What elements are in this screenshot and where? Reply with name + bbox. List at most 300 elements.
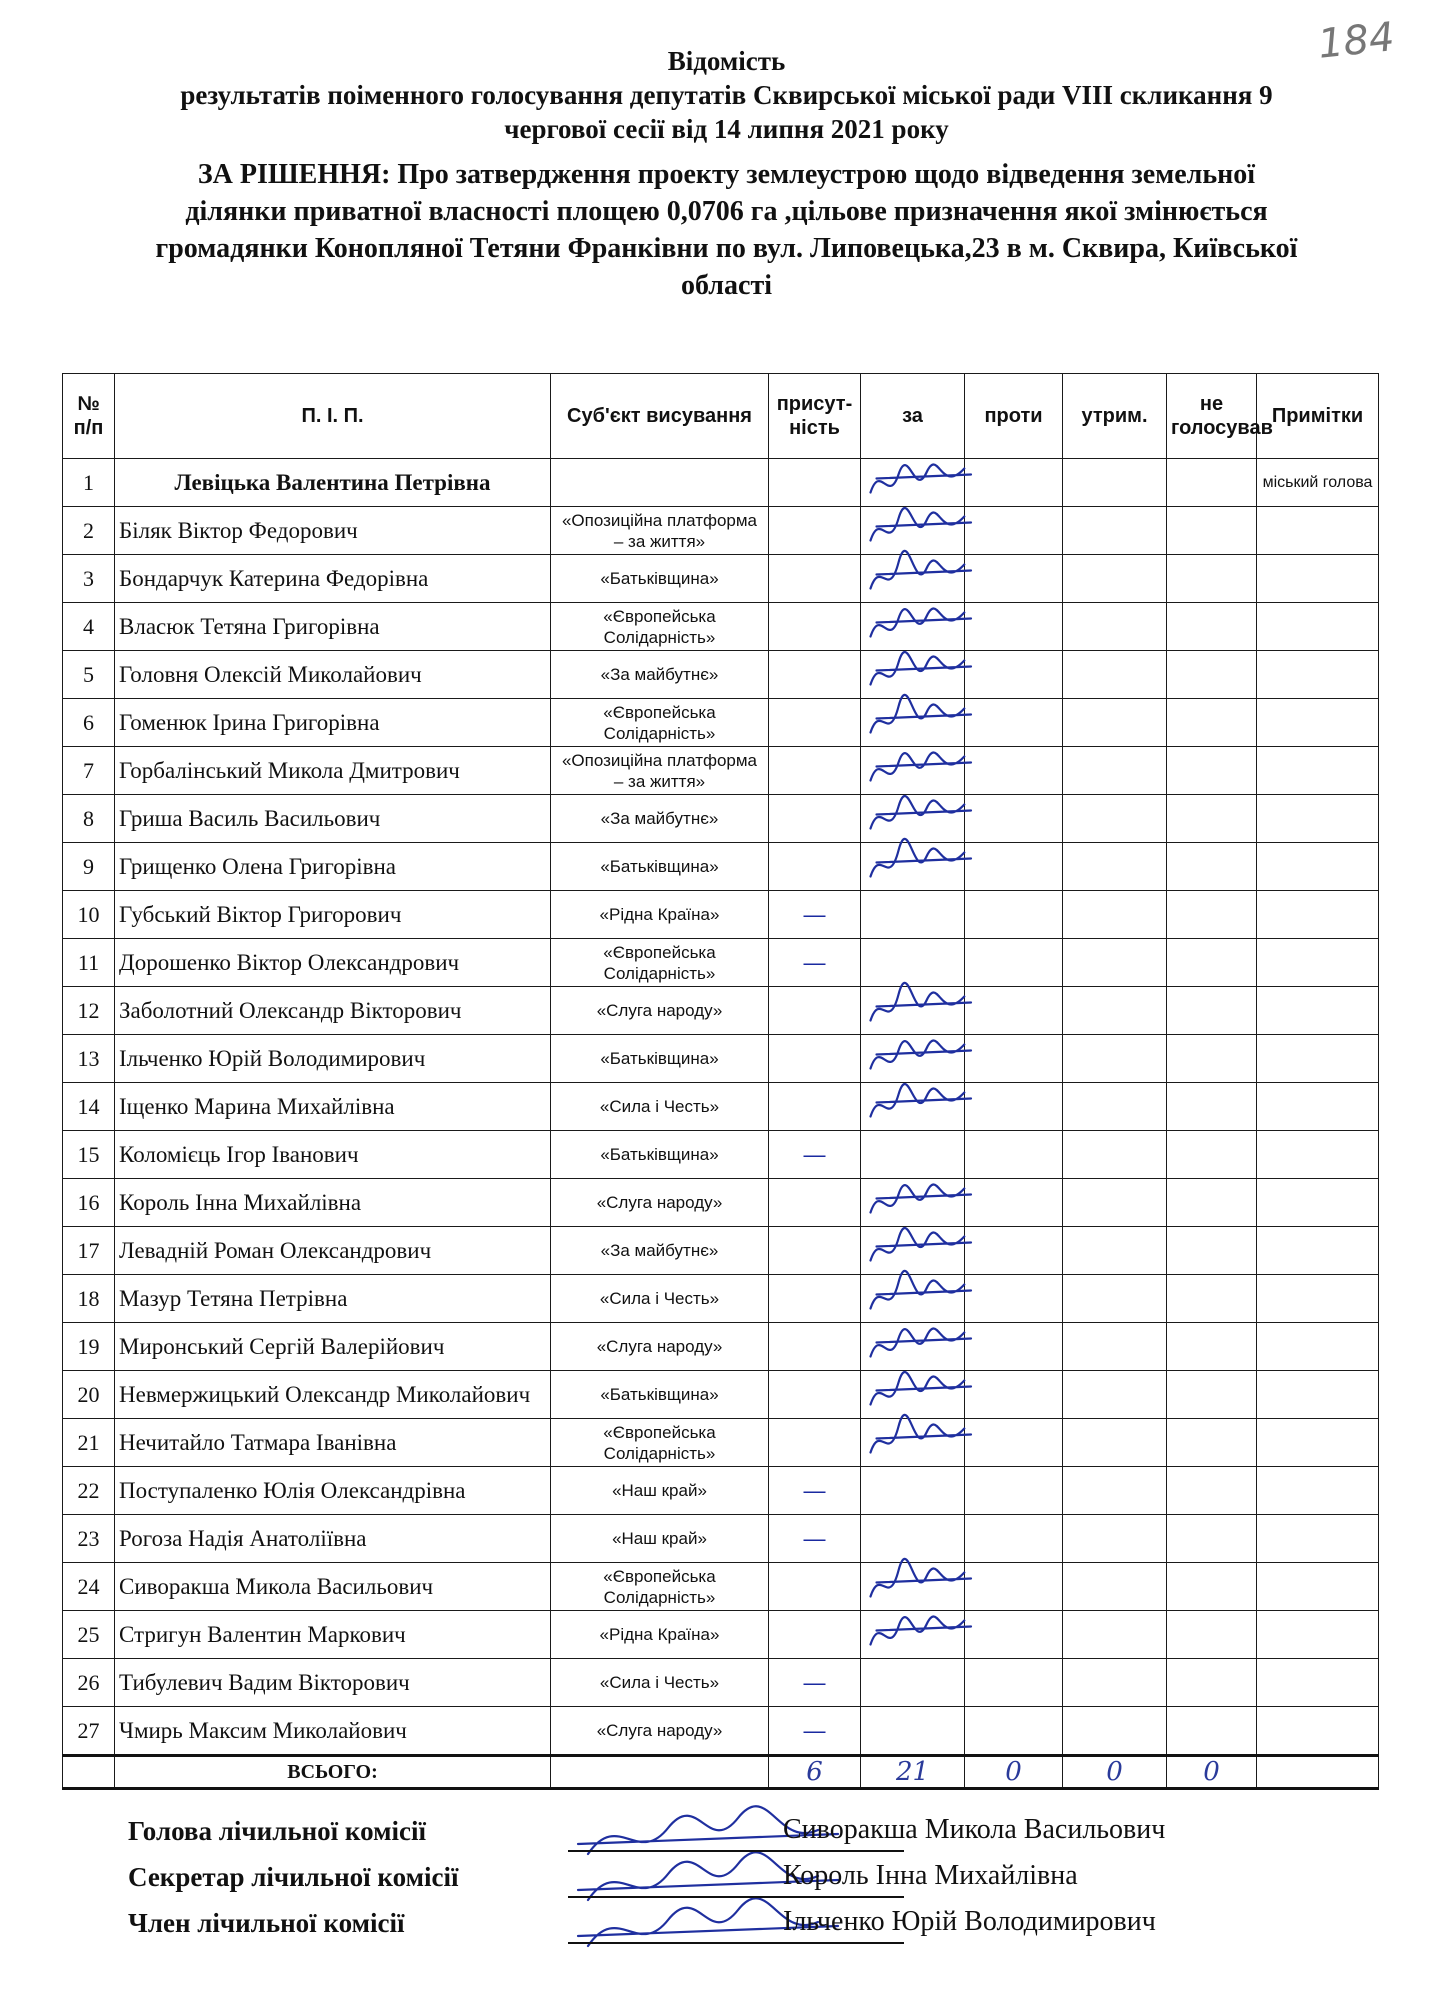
table-row bbox=[63, 603, 1379, 651]
document-title: Відомість bbox=[667, 46, 786, 76]
decision-line-2: ділянки приватної власності площею 0,0706 га ,цільове призначення якої змінюється bbox=[185, 196, 1268, 227]
abstain-cell bbox=[1063, 1515, 1167, 1563]
deputy-name: Тибулевич Вадим Вікторович bbox=[115, 1659, 551, 1707]
nominating-party: «Наш край» bbox=[551, 1515, 769, 1563]
deputy-name: Невмержицький Олександр Миколайович bbox=[115, 1371, 551, 1419]
totals-label: ВСЬОГО: bbox=[115, 1756, 551, 1789]
deputy-name: Коломієць Ігор Іванович bbox=[115, 1131, 551, 1179]
for-cell bbox=[861, 939, 965, 987]
note-cell bbox=[1257, 555, 1379, 603]
row-number: 7 bbox=[63, 747, 115, 795]
against-cell bbox=[965, 1515, 1063, 1563]
voting-table bbox=[62, 373, 1379, 1790]
present-cell: — bbox=[769, 1467, 861, 1515]
header-for: за bbox=[861, 374, 965, 459]
deputy-name: Губський Віктор Григорович bbox=[115, 891, 551, 939]
not-voted-cell bbox=[1167, 1707, 1257, 1756]
note-cell bbox=[1257, 603, 1379, 651]
abstain-cell bbox=[1063, 1707, 1167, 1756]
deputy-name: Бондарчук Катерина Федорівна bbox=[115, 555, 551, 603]
deputy-name: Мазур Тетяна Петрівна bbox=[115, 1275, 551, 1323]
for-cell bbox=[861, 651, 965, 699]
table-row bbox=[63, 939, 1379, 987]
row-number: 16 bbox=[63, 1179, 115, 1227]
present-cell bbox=[769, 747, 861, 795]
abstain-cell bbox=[1063, 891, 1167, 939]
nominating-party: «За майбутнє» bbox=[551, 795, 769, 843]
table-row bbox=[63, 651, 1379, 699]
note-cell bbox=[1257, 1611, 1379, 1659]
table-row bbox=[63, 1707, 1379, 1756]
nominating-party: «Батьківщина» bbox=[551, 1371, 769, 1419]
totals-spacer bbox=[63, 1756, 115, 1789]
header-party: Суб'єкт висування bbox=[551, 374, 769, 459]
decision-line-1: ЗА РІШЕННЯ: Про затвердження проекту землеустрою щодо відведення земельної bbox=[197, 159, 1256, 190]
for-cell bbox=[861, 1515, 965, 1563]
abstain-cell bbox=[1063, 1563, 1167, 1611]
table-row bbox=[63, 843, 1379, 891]
row-number: 19 bbox=[63, 1323, 115, 1371]
against-cell bbox=[965, 1035, 1063, 1083]
note-cell bbox=[1257, 747, 1379, 795]
abstain-cell bbox=[1063, 1323, 1167, 1371]
present-cell bbox=[769, 1275, 861, 1323]
row-number: 27 bbox=[63, 1707, 115, 1756]
for-cell bbox=[861, 555, 965, 603]
abstain-cell bbox=[1063, 459, 1167, 507]
against-cell bbox=[965, 1563, 1063, 1611]
against-cell bbox=[965, 1659, 1063, 1707]
deputy-name: Стригун Валентин Маркович bbox=[115, 1611, 551, 1659]
deputy-name: Ільченко Юрій Володимирович bbox=[115, 1035, 551, 1083]
header-present: присут-ність bbox=[769, 374, 861, 459]
table-row bbox=[63, 1371, 1379, 1419]
header-not-voted: не голосував bbox=[1167, 374, 1257, 459]
commission-member-role: Член лічильної комісії bbox=[128, 1908, 405, 1938]
deputy-name: Поступаленко Юлія Олександрівна bbox=[115, 1467, 551, 1515]
abstain-cell bbox=[1063, 1179, 1167, 1227]
deputy-name: Гриша Василь Васильович bbox=[115, 795, 551, 843]
against-cell bbox=[965, 603, 1063, 651]
signature-line bbox=[568, 1850, 904, 1852]
signature-line bbox=[568, 1896, 904, 1898]
row-number: 2 bbox=[63, 507, 115, 555]
row-number: 26 bbox=[63, 1659, 115, 1707]
against-cell bbox=[965, 1275, 1063, 1323]
deputy-name: Заболотний Олександр Вікторович bbox=[115, 987, 551, 1035]
decision-line-3: громадянки Коноплянoї Тетяни Франківни по вул. Липовецька,23 в м. Сквира, Київської bbox=[155, 233, 1298, 264]
row-number: 24 bbox=[63, 1563, 115, 1611]
note-cell bbox=[1257, 1179, 1379, 1227]
row-number: 15 bbox=[63, 1131, 115, 1179]
page-number: 184 bbox=[1315, 14, 1397, 68]
against-cell bbox=[965, 1227, 1063, 1275]
for-cell bbox=[861, 1083, 965, 1131]
nominating-party: «Європейська Солідарність» bbox=[551, 1419, 769, 1467]
present-cell: — bbox=[769, 891, 861, 939]
commission-chair-row bbox=[128, 1812, 1328, 1858]
not-voted-cell bbox=[1167, 603, 1257, 651]
against-cell bbox=[965, 1611, 1063, 1659]
row-number: 13 bbox=[63, 1035, 115, 1083]
deputy-name: Король Інна Михайлівна bbox=[115, 1179, 551, 1227]
totals-row bbox=[63, 1756, 1379, 1789]
header-name: П. І. П. bbox=[115, 374, 551, 459]
present-cell bbox=[769, 843, 861, 891]
nominating-party: «Батьківщина» bbox=[551, 1131, 769, 1179]
nominating-party: «Рідна Країна» bbox=[551, 1611, 769, 1659]
nominating-party: «Опозиційна платформа – за життя» bbox=[551, 507, 769, 555]
header-note: Примітки bbox=[1257, 374, 1379, 459]
not-voted-cell bbox=[1167, 459, 1257, 507]
nominating-party: «Сила і Честь» bbox=[551, 1275, 769, 1323]
not-voted-cell bbox=[1167, 891, 1257, 939]
abstain-cell bbox=[1063, 1611, 1167, 1659]
row-number: 25 bbox=[63, 1611, 115, 1659]
deputy-name: Грищенко Олена Григорівна bbox=[115, 843, 551, 891]
note-cell bbox=[1257, 1275, 1379, 1323]
not-voted-cell bbox=[1167, 1659, 1257, 1707]
note-cell bbox=[1257, 1371, 1379, 1419]
commission-member-name: Ільченко Юрій Володимирович bbox=[783, 1906, 1156, 1937]
abstain-cell bbox=[1063, 1419, 1167, 1467]
not-voted-cell bbox=[1167, 843, 1257, 891]
note-cell bbox=[1257, 1515, 1379, 1563]
present-cell bbox=[769, 459, 861, 507]
abstain-cell bbox=[1063, 603, 1167, 651]
totals-present: 6 bbox=[769, 1756, 861, 1789]
present-cell bbox=[769, 1083, 861, 1131]
abstain-cell bbox=[1063, 507, 1167, 555]
deputy-name: Горбалінський Микола Дмитрович bbox=[115, 747, 551, 795]
abstain-cell bbox=[1063, 747, 1167, 795]
deputy-name: Левіцька Валентина Петрівна bbox=[115, 459, 551, 507]
against-cell bbox=[965, 939, 1063, 987]
abstain-cell bbox=[1063, 939, 1167, 987]
not-voted-cell bbox=[1167, 987, 1257, 1035]
present-cell bbox=[769, 1035, 861, 1083]
present-cell bbox=[769, 1611, 861, 1659]
for-cell bbox=[861, 795, 965, 843]
against-cell bbox=[965, 843, 1063, 891]
against-cell bbox=[965, 1323, 1063, 1371]
table-row bbox=[63, 1083, 1379, 1131]
for-cell bbox=[861, 507, 965, 555]
against-cell bbox=[965, 1371, 1063, 1419]
not-voted-cell bbox=[1167, 939, 1257, 987]
deputy-name: Сиворакша Микола Васильович bbox=[115, 1563, 551, 1611]
header-num: № п/п bbox=[63, 374, 115, 459]
note-cell bbox=[1257, 651, 1379, 699]
abstain-cell bbox=[1063, 1035, 1167, 1083]
row-number: 21 bbox=[63, 1419, 115, 1467]
deputy-name: Біляк Віктор Федорович bbox=[115, 507, 551, 555]
table-row bbox=[63, 1275, 1379, 1323]
totals-abstain: 0 bbox=[1063, 1756, 1167, 1789]
against-cell bbox=[965, 891, 1063, 939]
table-row bbox=[63, 507, 1379, 555]
for-cell bbox=[861, 1131, 965, 1179]
note-cell bbox=[1257, 1083, 1379, 1131]
vote-rows bbox=[63, 459, 1379, 1756]
for-cell bbox=[861, 1035, 965, 1083]
nominating-party: «Батьківщина» bbox=[551, 1035, 769, 1083]
for-cell bbox=[861, 1179, 965, 1227]
not-voted-cell bbox=[1167, 1419, 1257, 1467]
abstain-cell bbox=[1063, 795, 1167, 843]
not-voted-cell bbox=[1167, 1563, 1257, 1611]
nominating-party: «За майбутнє» bbox=[551, 651, 769, 699]
nominating-party: «Слуга народу» bbox=[551, 987, 769, 1035]
row-number: 12 bbox=[63, 987, 115, 1035]
row-number: 11 bbox=[63, 939, 115, 987]
abstain-cell bbox=[1063, 1275, 1167, 1323]
present-cell bbox=[769, 651, 861, 699]
header-against: проти bbox=[965, 374, 1063, 459]
not-voted-cell bbox=[1167, 1467, 1257, 1515]
note-cell bbox=[1257, 507, 1379, 555]
totals-party bbox=[551, 1756, 769, 1789]
for-cell bbox=[861, 699, 965, 747]
row-number: 22 bbox=[63, 1467, 115, 1515]
note-cell bbox=[1257, 1563, 1379, 1611]
for-cell bbox=[861, 987, 965, 1035]
commission-secretary-row bbox=[128, 1858, 1328, 1904]
for-cell bbox=[861, 1467, 965, 1515]
deputy-name: Чмирь Максим Миколайович bbox=[115, 1707, 551, 1756]
not-voted-cell bbox=[1167, 1179, 1257, 1227]
abstain-cell bbox=[1063, 1659, 1167, 1707]
present-cell: — bbox=[769, 1659, 861, 1707]
for-cell bbox=[861, 1323, 965, 1371]
for-cell bbox=[861, 1275, 965, 1323]
note-cell bbox=[1257, 1707, 1379, 1756]
table-row bbox=[63, 1179, 1379, 1227]
abstain-cell bbox=[1063, 699, 1167, 747]
present-cell bbox=[769, 795, 861, 843]
present-cell: — bbox=[769, 939, 861, 987]
commission-chair-role: Голова лічильної комісії bbox=[128, 1816, 426, 1846]
note-cell bbox=[1257, 795, 1379, 843]
present-cell: — bbox=[769, 1707, 861, 1756]
abstain-cell bbox=[1063, 555, 1167, 603]
for-cell bbox=[861, 891, 965, 939]
note-cell bbox=[1257, 699, 1379, 747]
abstain-cell bbox=[1063, 1227, 1167, 1275]
abstain-cell bbox=[1063, 651, 1167, 699]
deputy-name: Головня Олексій Миколайович bbox=[115, 651, 551, 699]
not-voted-cell bbox=[1167, 555, 1257, 603]
table-row bbox=[63, 1131, 1379, 1179]
row-number: 6 bbox=[63, 699, 115, 747]
for-cell bbox=[861, 459, 965, 507]
document-subtitle-line-2: чергової сесії від 14 липня 2021 року bbox=[504, 114, 949, 144]
for-cell bbox=[861, 1371, 965, 1419]
present-cell bbox=[769, 987, 861, 1035]
note-cell bbox=[1257, 1659, 1379, 1707]
against-cell bbox=[965, 795, 1063, 843]
present-cell bbox=[769, 1179, 861, 1227]
not-voted-cell bbox=[1167, 1227, 1257, 1275]
row-number: 5 bbox=[63, 651, 115, 699]
nominating-party: «Опозиційна платформа – за життя» bbox=[551, 747, 769, 795]
present-cell bbox=[769, 603, 861, 651]
for-cell bbox=[861, 1563, 965, 1611]
note-cell bbox=[1257, 891, 1379, 939]
nominating-party: «Батьківщина» bbox=[551, 843, 769, 891]
row-number: 9 bbox=[63, 843, 115, 891]
not-voted-cell bbox=[1167, 1515, 1257, 1563]
row-number: 3 bbox=[63, 555, 115, 603]
table-row bbox=[63, 699, 1379, 747]
nominating-party: «За майбутнє» bbox=[551, 1227, 769, 1275]
nominating-party: «Наш край» bbox=[551, 1467, 769, 1515]
nominating-party: «Батьківщина» bbox=[551, 555, 769, 603]
nominating-party: «Сила і Честь» bbox=[551, 1659, 769, 1707]
present-cell bbox=[769, 1371, 861, 1419]
note-cell bbox=[1257, 843, 1379, 891]
for-cell bbox=[861, 843, 965, 891]
note-cell bbox=[1257, 1419, 1379, 1467]
for-cell bbox=[861, 1419, 965, 1467]
abstain-cell bbox=[1063, 843, 1167, 891]
against-cell bbox=[965, 507, 1063, 555]
against-cell bbox=[965, 1419, 1063, 1467]
not-voted-cell bbox=[1167, 1083, 1257, 1131]
for-cell bbox=[861, 1707, 965, 1756]
table-row bbox=[63, 891, 1379, 939]
signature-line bbox=[568, 1942, 904, 1944]
against-cell bbox=[965, 1131, 1063, 1179]
table-row bbox=[63, 459, 1379, 507]
abstain-cell bbox=[1063, 1083, 1167, 1131]
not-voted-cell bbox=[1167, 1323, 1257, 1371]
present-cell bbox=[769, 1227, 861, 1275]
for-cell bbox=[861, 603, 965, 651]
for-cell bbox=[861, 747, 965, 795]
note-cell bbox=[1257, 1035, 1379, 1083]
not-voted-cell bbox=[1167, 1131, 1257, 1179]
commission-secretary-name: Король Інна Михайлівна bbox=[783, 1860, 1078, 1891]
against-cell bbox=[965, 1083, 1063, 1131]
commission-member-row bbox=[128, 1904, 1328, 1950]
present-cell bbox=[769, 1323, 861, 1371]
not-voted-cell bbox=[1167, 795, 1257, 843]
row-number: 4 bbox=[63, 603, 115, 651]
not-voted-cell bbox=[1167, 1035, 1257, 1083]
document-subtitle-line-1: результатів поіменного голосування депутатів Сквирської міської ради VIII скликання 9 bbox=[180, 80, 1273, 110]
present-cell bbox=[769, 1563, 861, 1611]
for-cell bbox=[861, 1659, 965, 1707]
deputy-name: Нечитайло Татмара Іванівна bbox=[115, 1419, 551, 1467]
nominating-party: «Європейська Солідарність» bbox=[551, 699, 769, 747]
table-row bbox=[63, 1659, 1379, 1707]
present-cell bbox=[769, 1419, 861, 1467]
row-number: 17 bbox=[63, 1227, 115, 1275]
abstain-cell bbox=[1063, 1467, 1167, 1515]
not-voted-cell bbox=[1167, 1611, 1257, 1659]
totals-for: 21 bbox=[861, 1756, 965, 1789]
note-cell bbox=[1257, 1131, 1379, 1179]
deputy-name: Миронський Сергій Валерійович bbox=[115, 1323, 551, 1371]
not-voted-cell bbox=[1167, 1275, 1257, 1323]
note-cell bbox=[1257, 987, 1379, 1035]
deputy-name: Власюк Тетяна Григорівна bbox=[115, 603, 551, 651]
against-cell bbox=[965, 555, 1063, 603]
against-cell bbox=[965, 1179, 1063, 1227]
counting-commission bbox=[128, 1812, 1328, 1950]
note-cell bbox=[1257, 939, 1379, 987]
row-number: 1 bbox=[63, 459, 115, 507]
table-row bbox=[63, 1035, 1379, 1083]
totals-against: 0 bbox=[965, 1756, 1063, 1789]
not-voted-cell bbox=[1167, 1371, 1257, 1419]
abstain-cell bbox=[1063, 987, 1167, 1035]
table-row bbox=[63, 1467, 1379, 1515]
present-cell: — bbox=[769, 1131, 861, 1179]
row-number: 18 bbox=[63, 1275, 115, 1323]
row-number: 14 bbox=[63, 1083, 115, 1131]
table-row bbox=[63, 1611, 1379, 1659]
not-voted-cell bbox=[1167, 747, 1257, 795]
abstain-cell bbox=[1063, 1371, 1167, 1419]
nominating-party: «Європейська Солідарність» bbox=[551, 1563, 769, 1611]
nominating-party bbox=[551, 459, 769, 507]
table-row bbox=[63, 987, 1379, 1035]
against-cell bbox=[965, 699, 1063, 747]
deputy-name: Іщенко Марина Михайлівна bbox=[115, 1083, 551, 1131]
deputy-name: Дорошенко Віктор Олександрович bbox=[115, 939, 551, 987]
table-row bbox=[63, 555, 1379, 603]
present-cell: — bbox=[769, 1515, 861, 1563]
table-row bbox=[63, 747, 1379, 795]
header-abstain: утрим. bbox=[1063, 374, 1167, 459]
deputy-name: Рогоза Надія Анатоліївна bbox=[115, 1515, 551, 1563]
note-cell bbox=[1257, 1323, 1379, 1371]
decision-line-4: області bbox=[681, 270, 772, 301]
decision-text bbox=[40, 156, 1413, 304]
table-row bbox=[63, 1563, 1379, 1611]
nominating-party: «Європейська Солідарність» bbox=[551, 603, 769, 651]
nominating-party: «Сила і Честь» bbox=[551, 1083, 769, 1131]
row-number: 23 bbox=[63, 1515, 115, 1563]
present-cell bbox=[769, 507, 861, 555]
present-cell bbox=[769, 699, 861, 747]
for-cell bbox=[861, 1227, 965, 1275]
table-row bbox=[63, 1323, 1379, 1371]
not-voted-cell bbox=[1167, 699, 1257, 747]
deputy-name: Левадній Роман Олександрович bbox=[115, 1227, 551, 1275]
table-row bbox=[63, 1227, 1379, 1275]
against-cell bbox=[965, 1707, 1063, 1756]
abstain-cell bbox=[1063, 1131, 1167, 1179]
totals-not-voted: 0 bbox=[1167, 1756, 1257, 1789]
table-row bbox=[63, 1515, 1379, 1563]
table-header-row bbox=[63, 374, 1379, 459]
nominating-party: «Європейська Солідарність» bbox=[551, 939, 769, 987]
document-header bbox=[40, 44, 1413, 304]
row-number: 20 bbox=[63, 1371, 115, 1419]
totals-note bbox=[1257, 1756, 1379, 1789]
not-voted-cell bbox=[1167, 507, 1257, 555]
note-cell bbox=[1257, 1227, 1379, 1275]
nominating-party: «Слуга народу» bbox=[551, 1707, 769, 1756]
row-number: 8 bbox=[63, 795, 115, 843]
against-cell bbox=[965, 987, 1063, 1035]
nominating-party: «Слуга народу» bbox=[551, 1179, 769, 1227]
deputy-name: Гоменюк Ірина Григорівна bbox=[115, 699, 551, 747]
commission-chair-name: Сиворакша Микола Васильович bbox=[783, 1814, 1166, 1845]
